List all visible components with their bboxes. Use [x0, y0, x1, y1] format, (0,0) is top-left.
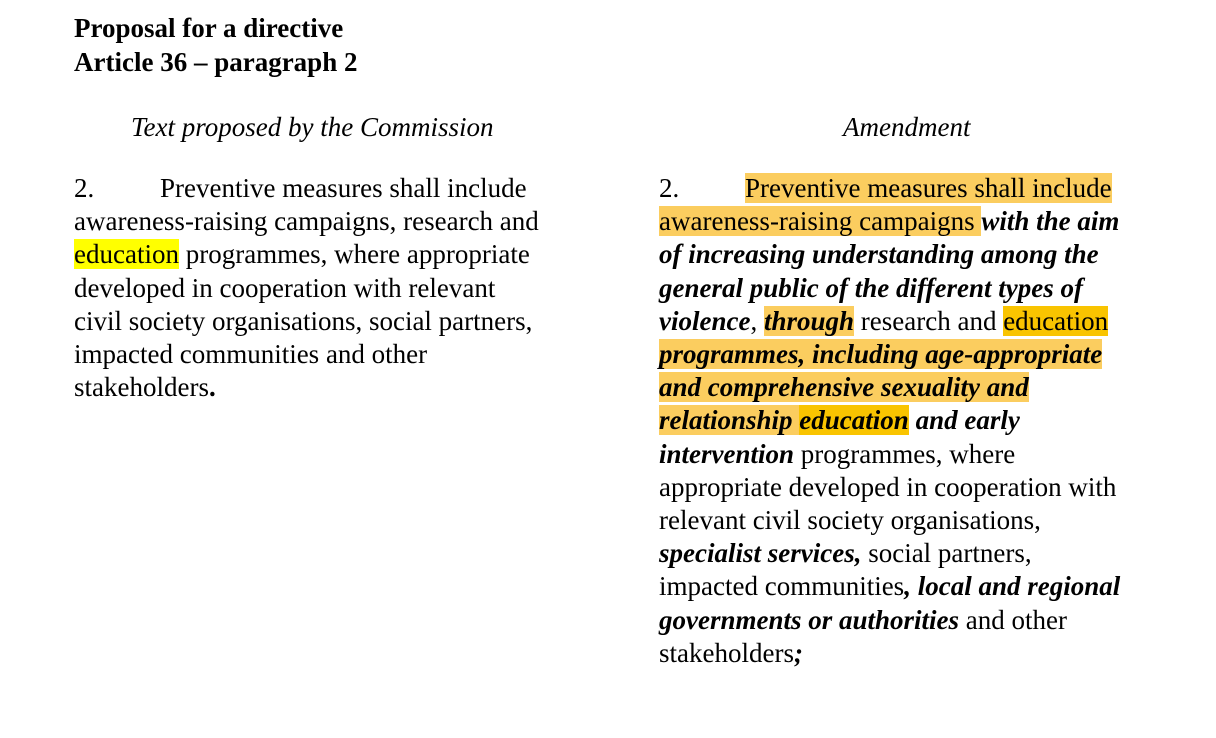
highlighted-segment: Preventive measures shall include — [745, 173, 1112, 203]
amended-segment: , local and regional — [904, 571, 1121, 602]
amendment-text-paragraph — [659, 172, 1199, 670]
text-line — [659, 570, 1199, 603]
amended-segment: and early — [908, 405, 1020, 436]
text-segment: , — [750, 305, 764, 336]
text-line — [659, 305, 1199, 338]
amended-segment: with the aim — [981, 206, 1120, 237]
text-segment: stakeholders — [659, 637, 794, 668]
text-segment: social partners, — [861, 538, 1032, 569]
amended-segment: governments or authorities — [659, 604, 960, 635]
text-line — [659, 438, 1199, 471]
highlighted-amended-segment: through — [763, 305, 855, 336]
text-line: relevant civil society organisations, — [659, 505, 1041, 536]
left-column-title: Text proposed by the Commission — [131, 112, 494, 142]
highlighted-segment: awareness-raising campaigns — [659, 206, 982, 237]
text-segment: impacted communities — [659, 571, 905, 602]
amended-segment: ; — [793, 637, 803, 668]
text-line: appropriate developed in cooperation with — [659, 471, 1117, 502]
document-heading — [74, 11, 357, 79]
highlighted-term: education — [799, 405, 909, 436]
text-line — [659, 205, 1199, 238]
heading-line-2: Article 36 – paragraph 2 — [74, 47, 358, 77]
text-line — [659, 404, 1199, 437]
text-line — [659, 537, 1199, 570]
text-line — [659, 172, 1199, 205]
amended-line: general public of the different types of — [659, 272, 1083, 303]
text-segment: and other — [959, 604, 1068, 635]
text-segment: programmes, where — [794, 438, 1016, 469]
text-segment: programmes, where appropriate — [178, 239, 530, 270]
text-line: awareness-raising campaigns, research and — [74, 206, 539, 237]
text-line — [659, 338, 1199, 371]
text-line — [74, 238, 594, 271]
text-line: impacted communities and other — [74, 339, 428, 370]
paragraph-number: 2. — [74, 173, 95, 203]
text-segment: Preventive measures shall include — [160, 173, 527, 203]
text-segment: research and — [854, 305, 1004, 336]
highlighted-amended-segment: and comprehensive sexuality and — [659, 372, 1029, 403]
commission-text-paragraph — [74, 172, 594, 404]
highlighted-term: education — [74, 239, 179, 270]
text-line — [74, 371, 594, 404]
bold-period: . — [208, 372, 216, 403]
amended-line: of increasing understanding among the — [659, 239, 1099, 270]
highlighted-amended-segment: relationship — [659, 405, 800, 436]
paragraph-number: 2. — [659, 173, 680, 203]
amended-segment: intervention — [659, 438, 795, 469]
right-column-title: Amendment — [843, 112, 971, 142]
text-line — [659, 604, 1199, 637]
amended-segment: violence — [659, 305, 751, 336]
text-line: developed in cooperation with relevant — [74, 272, 496, 303]
highlighted-amended-segment: programmes, including age-appropriate — [659, 339, 1103, 370]
text-line — [659, 637, 1199, 670]
text-line — [74, 172, 594, 205]
text-line — [659, 371, 1199, 404]
heading-line-1: Proposal for a directive — [74, 13, 344, 43]
text-segment: stakeholders — [74, 372, 209, 403]
amended-segment: specialist services, — [659, 538, 862, 569]
text-line: civil society organisations, social partners, — [74, 305, 533, 336]
highlighted-term: education — [1003, 305, 1109, 336]
